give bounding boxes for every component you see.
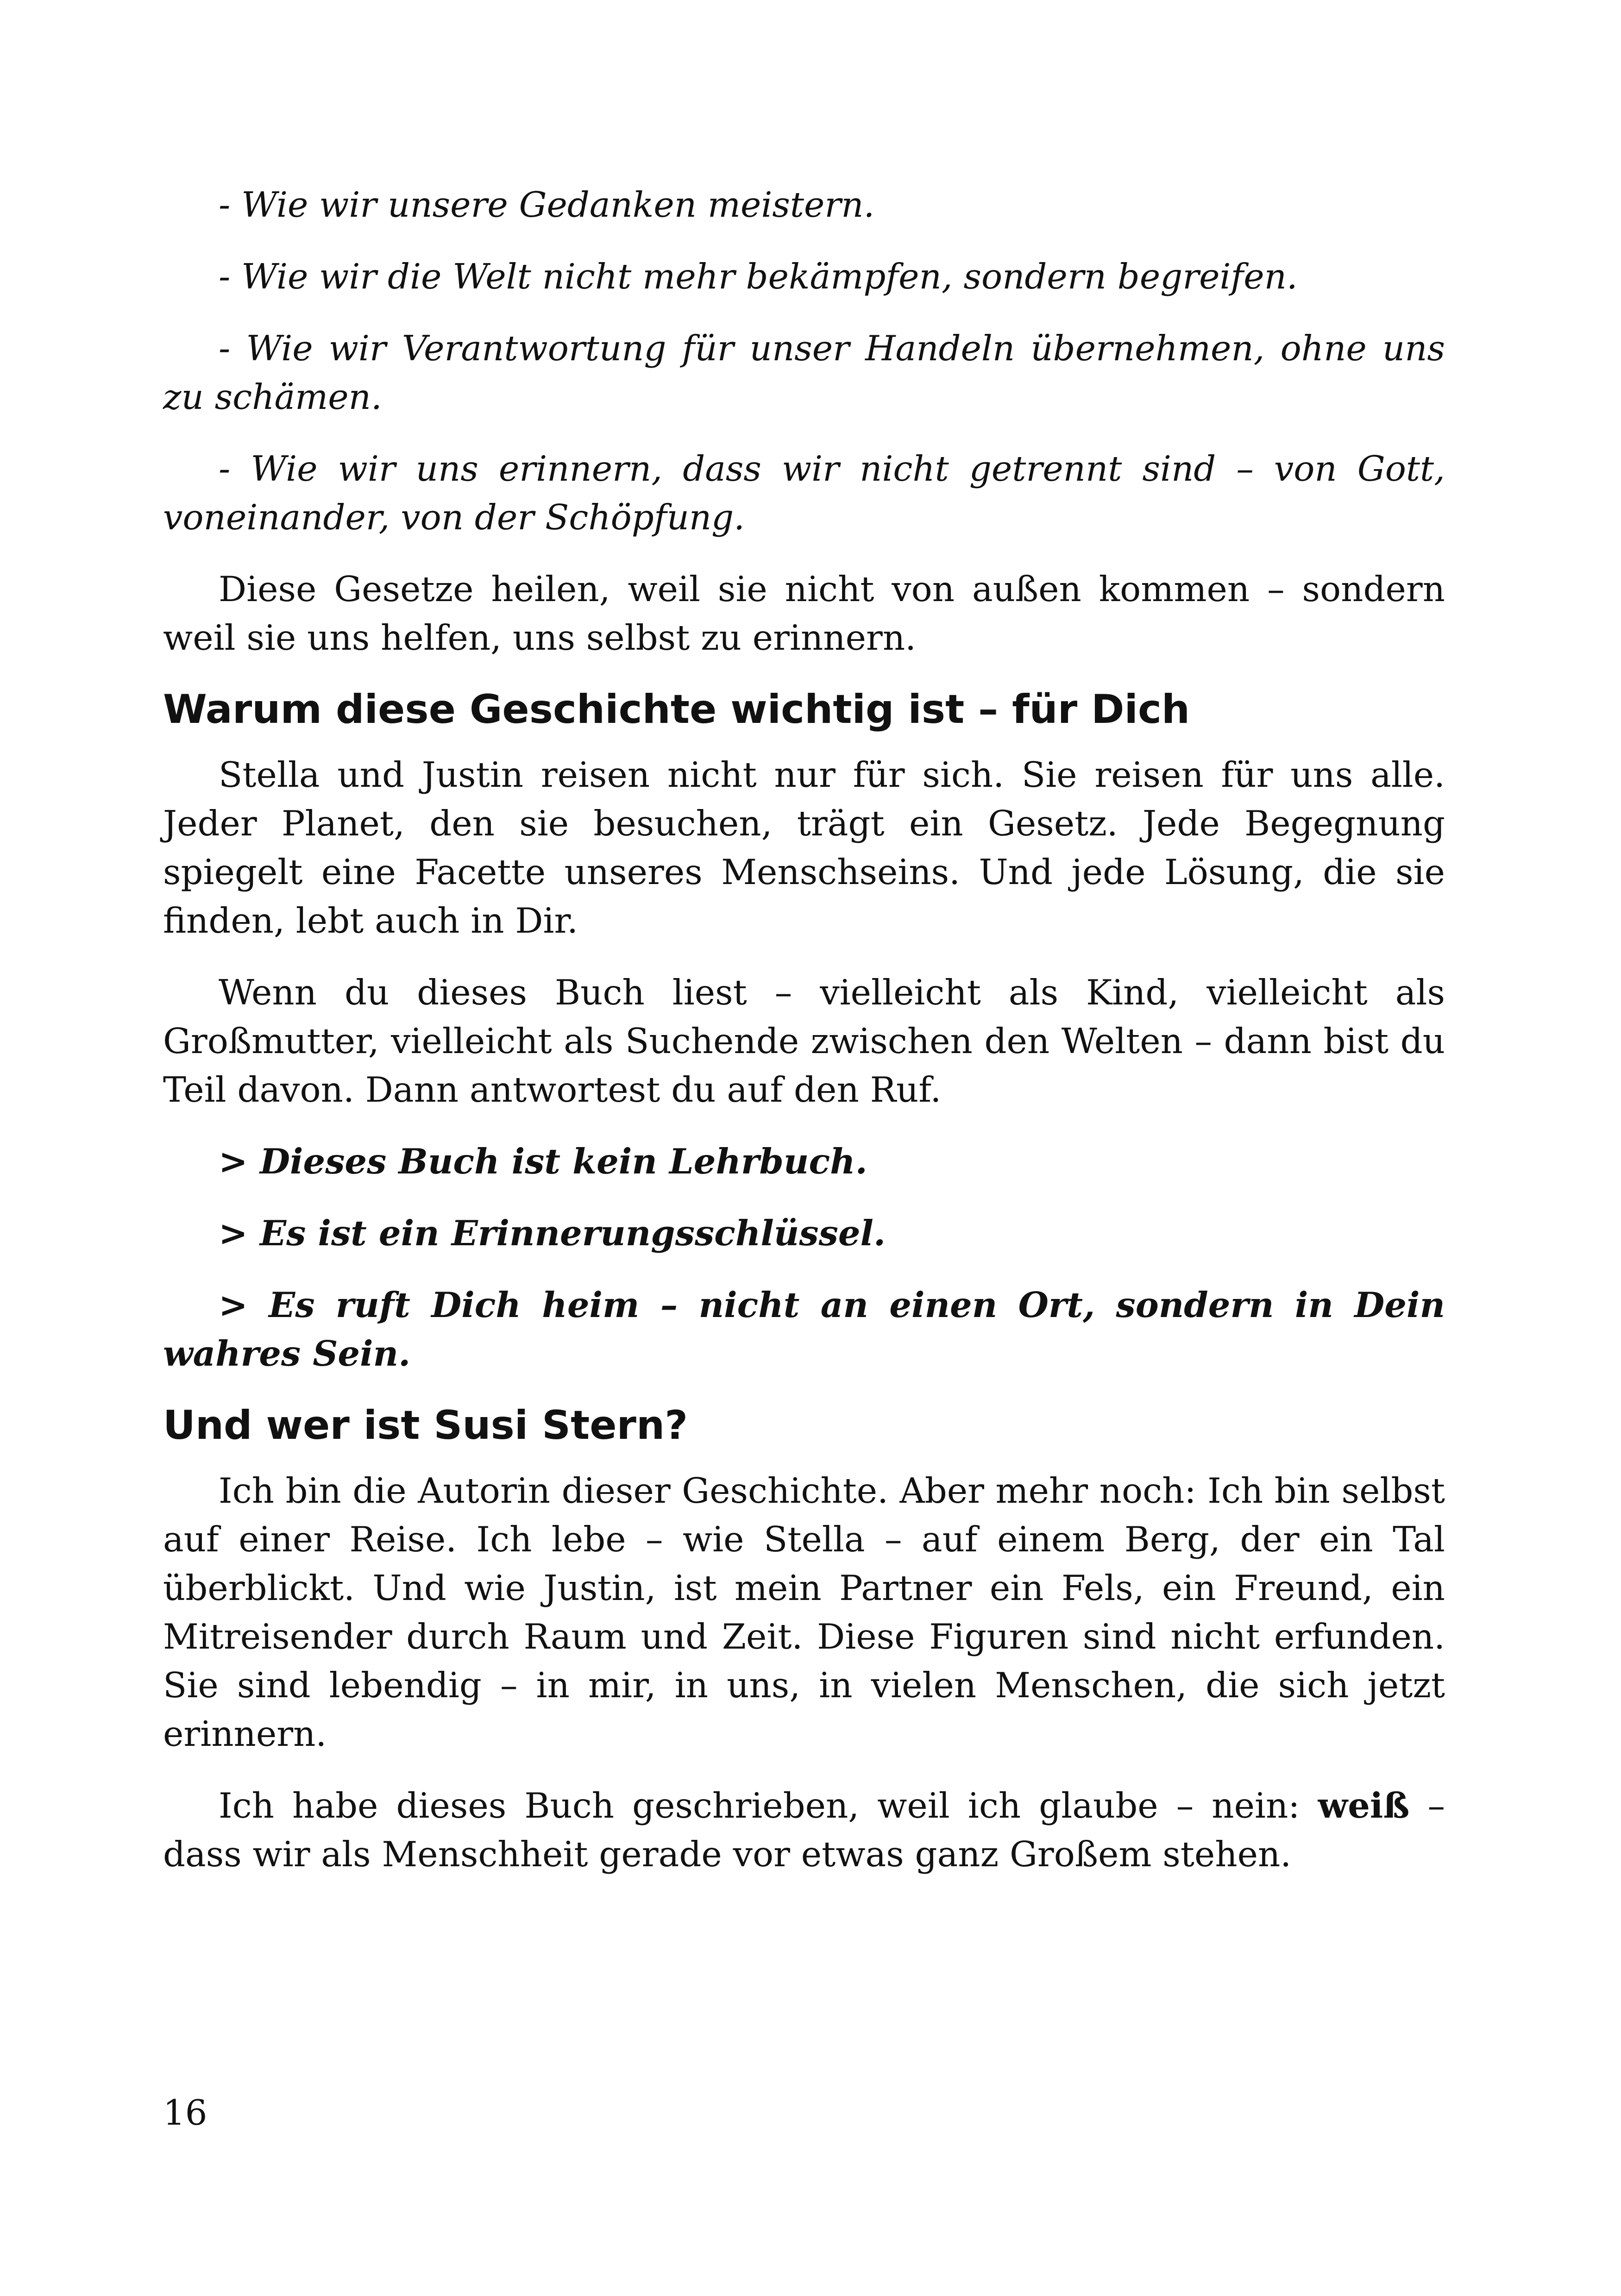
intro-line-3: - Wie wir Verantwortung für unser Handeln übernehmen, ohne uns zu schämen. — [163, 328, 1445, 417]
page-number: 16 — [163, 2092, 207, 2133]
book-page — [163, 181, 1445, 1902]
paragraph2-start: Ich habe dieses Buch geschrieben, weil ich glaube – nein: — [219, 1785, 1318, 1826]
section2-paragraph-1: Ich bin die Autorin dieser Geschichte. Aber mehr noch: Ich bin selbst auf einer Reise. Ich lebe – wie Stella – auf einem Berg, der ein Tal überblickt. Und wie Justin, ist mein Partner ein Fels, ein Freund, ein Mitreisender durch Raum und Zeit. Diese Figuren sind nicht erfunden. Sie sind lebendig – in mir, in uns, in vielen Menschen, die sich jetzt erinnern. — [163, 1470, 1445, 1754]
intro-line-4: - Wie wir uns erinnern, dass wir nicht getrennt sind – von Gott, voneinander, von der Schöpfung. — [163, 448, 1445, 538]
intro-line-2: - Wie wir die Welt nicht mehr bekämpfen, sondern begreifen. — [219, 256, 1298, 297]
section1-paragraph-2: Wenn du dieses Buch liest – vielleicht als Kind, vielleicht als Großmutter, vielleicht als Suchende zwischen den Welten – dann bist du Teil davon. Dann antwortest du auf den Ruf. — [163, 972, 1445, 1110]
section2-paragraph-2 — [163, 1782, 1445, 1879]
intro-line-1: - Wie wir unsere Gedanken meistern. — [219, 184, 875, 225]
quote-line-1: > Dieses Buch ist kein Lehrbuch. — [219, 1141, 867, 1182]
section1-paragraph-1: Stella und Justin reisen nicht nur für sich. Sie reisen für uns alle. Jeder Planet, den sie besuchen, trägt ein Gesetz. Jede Begegnung spiegelt eine Facette unseres Menschseins. Und jede Lösung, die sie finden, lebt auch in Dir. — [163, 754, 1445, 941]
section-heading-author: Und wer ist Susi Stern? — [163, 1402, 688, 1449]
quote-line-3: > Es ruft Dich heim – nicht an einen Ort, sondern in Dein wahres Sein. — [163, 1285, 1445, 1374]
quote-line-2: > Es ist ein Erinnerungsschlüssel. — [219, 1213, 886, 1254]
heal-paragraph: Diese Gesetze heilen, weil sie nicht von außen kommen – sondern weil sie uns helfen, uns selbst zu erinnern. — [163, 569, 1445, 658]
paragraph2-end: – dass wir als Menschheit gerade vor etwas ganz Großem stehen. — [163, 1785, 1445, 1875]
emphasis-weiss: weiß — [1318, 1785, 1410, 1826]
section-heading-why: Warum diese Geschichte wichtig ist – für Dich — [163, 686, 1190, 733]
